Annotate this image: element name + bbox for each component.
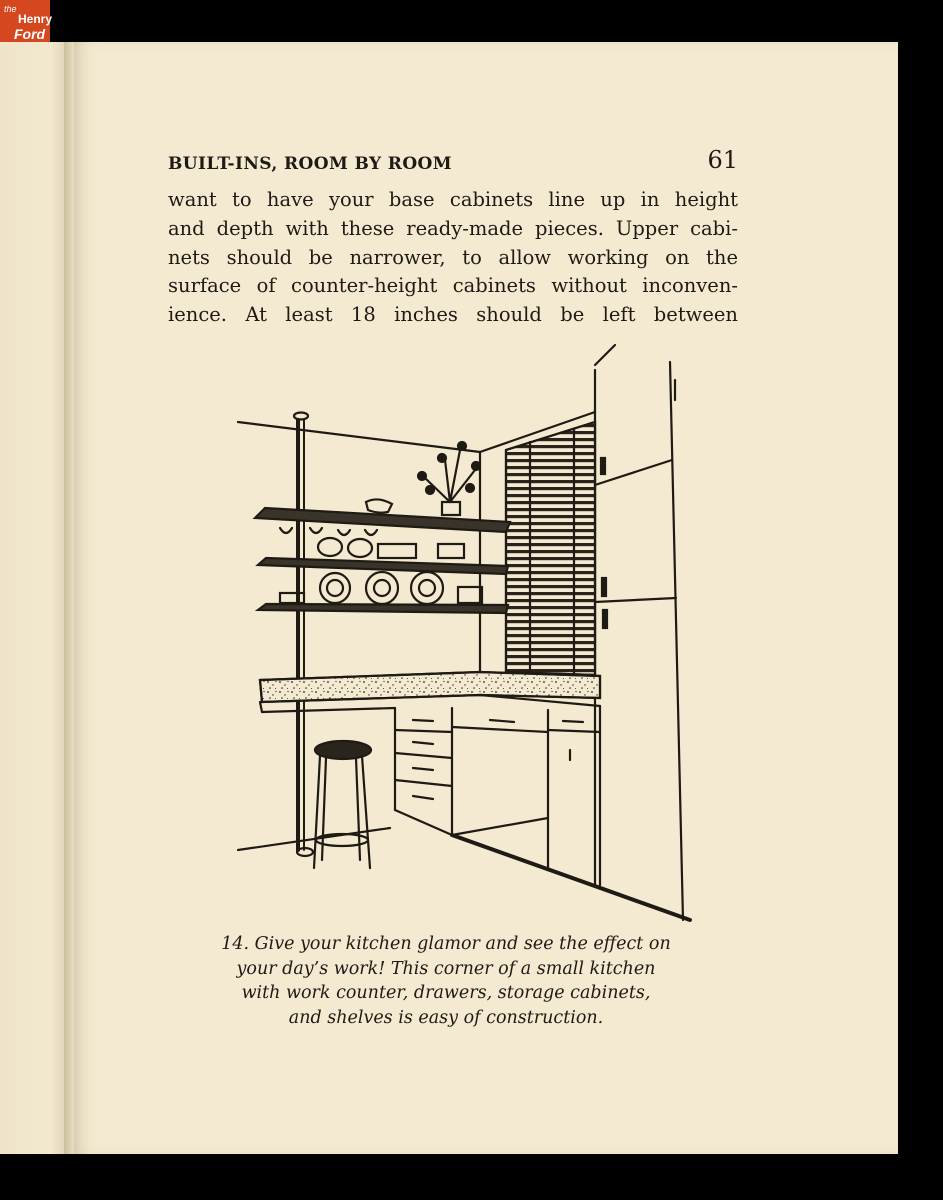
book-gutter: [64, 42, 74, 1154]
logo-the: the: [4, 4, 17, 14]
figure-caption: [196, 932, 696, 1030]
body-line: ience. At least 18 inches should be left between: [168, 303, 738, 327]
running-head: [168, 146, 738, 182]
body-paragraph: [168, 186, 738, 330]
chapter-title: BUILT-INS, ROOM BY ROOM: [168, 154, 452, 174]
kitchen-illustration: [230, 340, 700, 930]
logo-henry: Henry: [18, 12, 53, 26]
logo-ford: Ford: [14, 26, 46, 42]
body-line: nets should be narrower, to allow working on the: [168, 245, 738, 269]
caption-line: 14. Give your kitchen glamor and see the effect on: [221, 934, 671, 954]
caption-line: and shelves is easy of construction.: [288, 1007, 604, 1028]
body-line: and depth with these ready-made pieces. Upper cabi-: [168, 216, 738, 240]
caption-line: your day’s work! This corner of a small kitchen: [236, 958, 656, 979]
left-page-edge: [0, 42, 72, 1154]
caption-line: with work counter, drawers, storage cabinets,: [241, 983, 651, 1003]
body-line: want to have your base cabinets line up in height: [168, 188, 738, 211]
body-line: surface of counter-height cabinets without inconven-: [168, 274, 738, 298]
page-number: 61: [707, 146, 738, 174]
